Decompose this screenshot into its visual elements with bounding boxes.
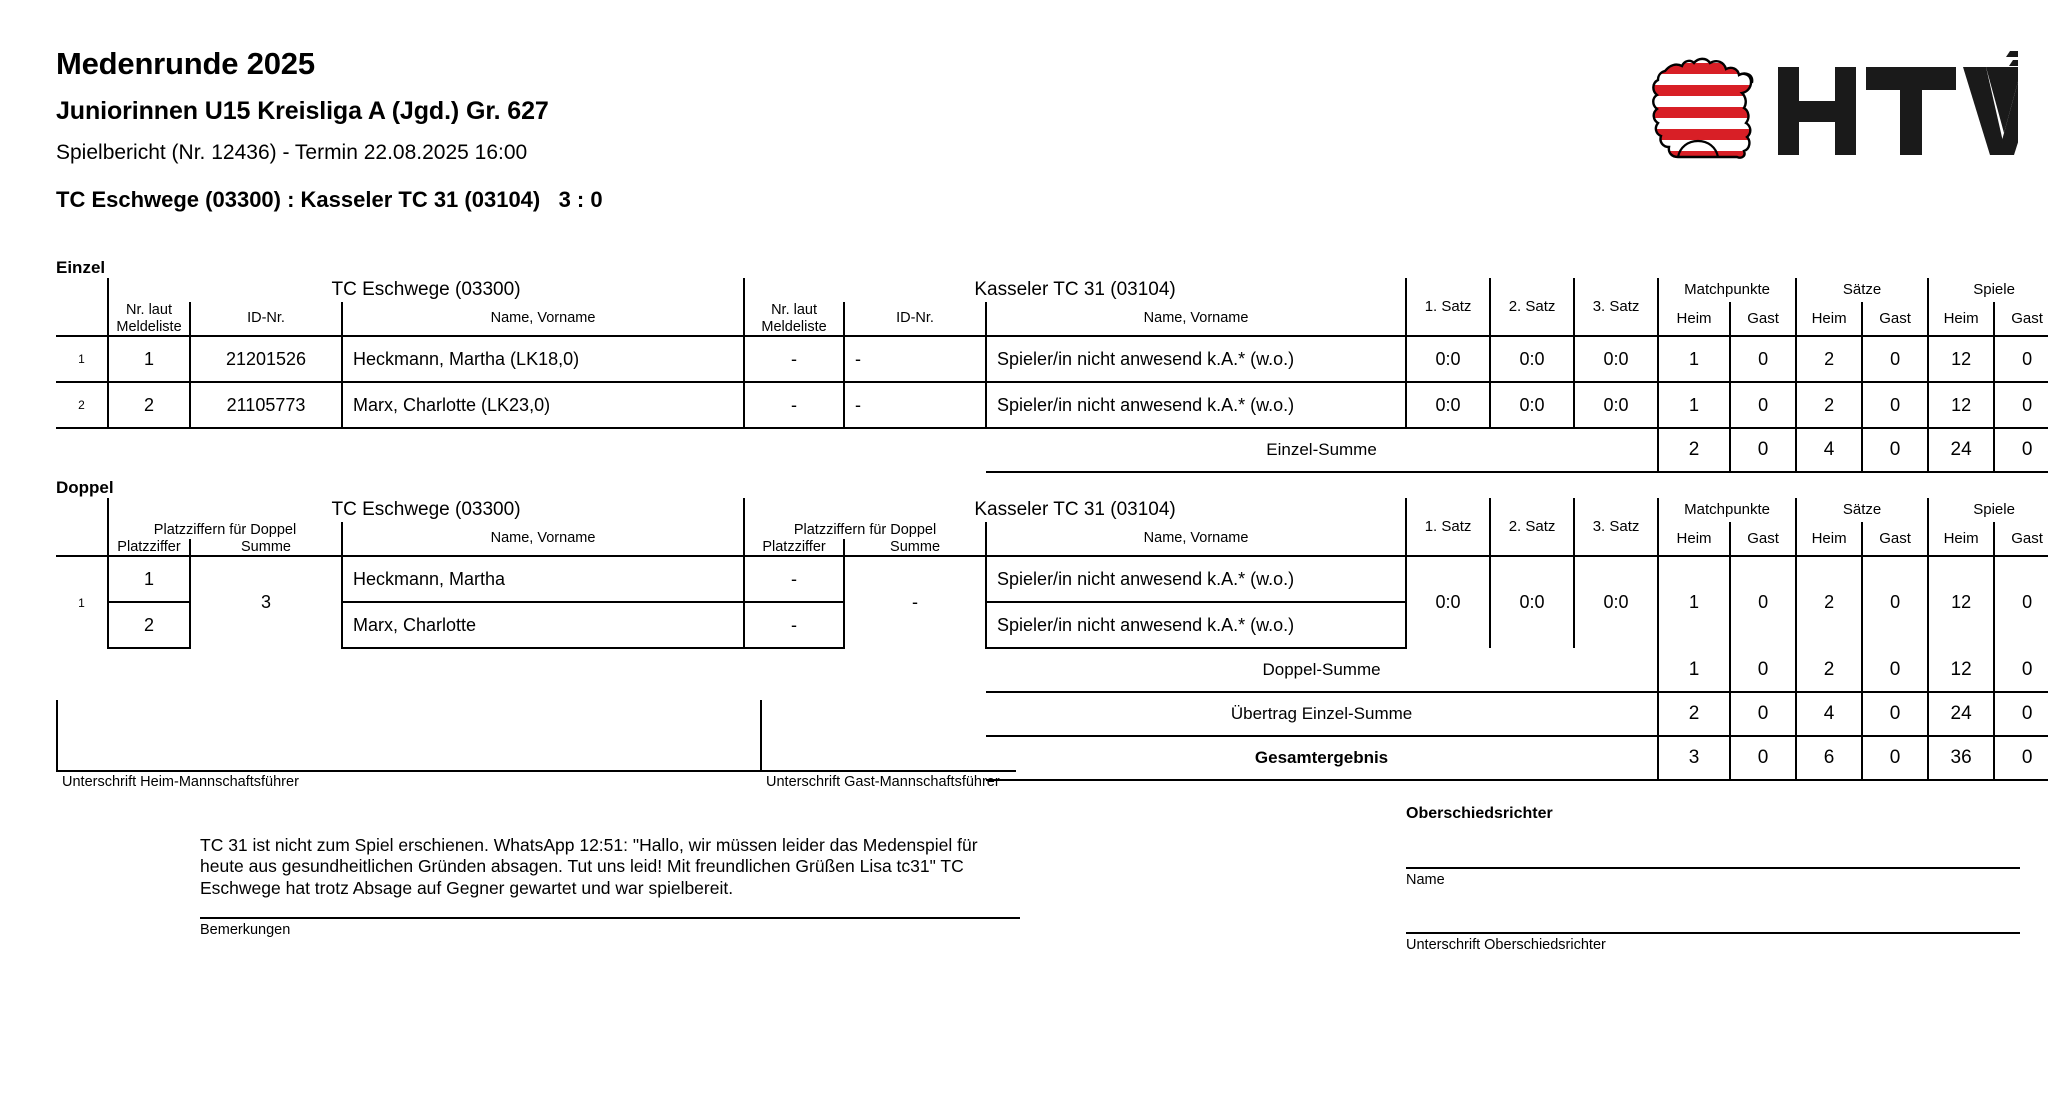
uebertrag-mp-heim: 2	[1658, 692, 1730, 736]
uebertrag-mp-gast: 0	[1730, 692, 1796, 736]
einzel-guest-club: Kasseler TC 31 (03104)	[744, 278, 1406, 302]
einzel-sp-heim: 12	[1928, 382, 1994, 428]
doppel-head-matchpunkte: Matchpunkte	[1658, 498, 1796, 522]
doppel-sa-gast: 0	[1862, 556, 1928, 648]
einzel-guest-id: -	[844, 382, 986, 428]
doppel-row-index: 1	[78, 595, 85, 610]
doppel-sa-heim: 2	[1796, 556, 1862, 648]
einzel-summe-sa-heim: 4	[1796, 428, 1862, 472]
einzel-head-mp-heim: Heim	[1658, 302, 1730, 336]
einzel-home-club: TC Eschwege (03300)	[108, 278, 744, 302]
uebertrag-sp-heim: 24	[1928, 692, 1994, 736]
einzel-head-mp-gast: Gast	[1730, 302, 1796, 336]
captain-signature-area	[56, 700, 1016, 805]
remarks-block	[200, 835, 1020, 938]
einzel-mp-gast: 0	[1730, 382, 1796, 428]
doppel-sp-gast: 0	[1994, 556, 2048, 648]
remarks-text: TC 31 ist nicht zum Spiel erschienen. WhatsApp 12:51: "Hallo, wir müssen leider das Medenspiel für heute aus gesundheitlichen Gründen absagen. Tut uns leid! Mit freundlichen Grüßen Lisa tc31" TC Eschwege hat trotz Absage auf Gegner gewartet und war spielbereit.	[200, 835, 983, 898]
einzel-home-name: Heckmann, Martha (LK18,0)	[342, 336, 744, 382]
spacer	[56, 648, 986, 692]
htv-logo	[1598, 40, 2018, 160]
doppel-head-sa-heim: Heim	[1796, 522, 1862, 556]
doppel-summary-row	[56, 648, 2048, 692]
einzel-satz3: 0:0	[1574, 382, 1658, 428]
einzel-head-sa-gast: Gast	[1862, 302, 1928, 336]
table-row	[56, 556, 2048, 602]
doppel-guest-club: Kasseler TC 31 (03104)	[744, 498, 1406, 522]
doppel-head-platzziffer-guest: Platzziffer	[744, 539, 844, 557]
spacer	[1406, 888, 2020, 932]
doppel-satz2: 0:0	[1490, 556, 1574, 648]
nr-laut-label-guest: Nr. laut	[771, 302, 817, 318]
doppel-guest-platzziffer-2: -	[744, 602, 844, 648]
doppel-summe-sp-heim: 12	[1928, 648, 1994, 692]
sig-baseline	[56, 770, 1016, 772]
doppel-head-mp-heim: Heim	[1658, 522, 1730, 556]
einzel-sp-gast: 0	[1994, 336, 2048, 382]
doppel-summe-mp-heim: 1	[1658, 648, 1730, 692]
spacer	[56, 539, 108, 557]
einzel-summe-sp-gast: 0	[1994, 428, 2048, 472]
einzel-head-spiele: Spiele	[1928, 278, 2048, 302]
doppel-mp-heim: 1	[1658, 556, 1730, 648]
einzel-head-sp-heim: Heim	[1928, 302, 1994, 336]
doppel-summe-sa-heim: 2	[1796, 648, 1862, 692]
doppel-head-platzziffern-home: Platzziffern für Doppel	[108, 522, 342, 539]
gesamt-sp-heim: 36	[1928, 736, 1994, 780]
doppel-summe-sa-gast: 0	[1862, 648, 1928, 692]
uebertrag-sa-gast: 0	[1862, 692, 1928, 736]
einzel-head-matchpunkte: Matchpunkte	[1658, 278, 1796, 302]
einzel-head-name-home: Name, Vorname	[342, 302, 744, 336]
doppel-head-name-guest: Name, Vorname	[986, 522, 1406, 556]
htv-lion-logo	[1618, 41, 2018, 159]
remarks-baseline	[200, 917, 1020, 919]
doppel-head-satz1: 1. Satz	[1406, 498, 1490, 556]
einzel-summary-row	[56, 428, 2048, 472]
doppel-guest-platzziffer-1: -	[744, 556, 844, 602]
doppel-summe-label: Doppel-Summe	[986, 648, 1658, 692]
einzel-mp-heim: 1	[1658, 336, 1730, 382]
spacer	[56, 522, 108, 539]
einzel-guest-id: -	[844, 336, 986, 382]
table-row	[56, 336, 2048, 382]
einzel-sp-heim: 12	[1928, 336, 1994, 382]
einzel-mp-gast: 0	[1730, 336, 1796, 382]
doppel-head-satz2: 2. Satz	[1490, 498, 1574, 556]
gesamt-mp-heim: 3	[1658, 736, 1730, 780]
referee-name-baseline	[1406, 867, 2020, 869]
doppel-head-name-home: Name, Vorname	[342, 522, 744, 556]
doppel-home-name-1: Heckmann, Martha	[342, 556, 744, 602]
doppel-satz1: 0:0	[1406, 556, 1490, 648]
remarks-caption: Bemerkungen	[200, 922, 291, 939]
einzel-head-id-nr-guest: ID-Nr.	[844, 302, 986, 336]
referee-name-caption: Name	[1406, 872, 1445, 888]
doppel-summe-sp-gast: 0	[1994, 648, 2048, 692]
uebertrag-sa-heim: 4	[1796, 692, 1862, 736]
spacer	[56, 498, 108, 522]
doppel-home-name-2: Marx, Charlotte	[342, 602, 744, 648]
einzel-home-id: 21105773	[190, 382, 342, 428]
einzel-sa-heim: 2	[1796, 382, 1862, 428]
einzel-guest-name: Spieler/in nicht anwesend k.A.* (w.o.)	[986, 336, 1406, 382]
einzel-head-satz1: 1. Satz	[1406, 278, 1490, 336]
einzel-head-satz3: 3. Satz	[1574, 278, 1658, 336]
einzel-colhead-row	[56, 302, 2048, 336]
einzel-guest-nr: -	[744, 336, 844, 382]
einzel-mp-heim: 1	[1658, 382, 1730, 428]
sig-divider-left	[56, 700, 58, 770]
doppel-sp-heim: 12	[1928, 556, 1994, 648]
einzel-sa-heim: 2	[1796, 336, 1862, 382]
htv-wordmark	[1778, 67, 2018, 155]
einzel-summe-mp-gast: 0	[1730, 428, 1796, 472]
gesamt-mp-gast: 0	[1730, 736, 1796, 780]
spacer	[56, 278, 108, 302]
doppel-head-platzziffern-guest: Platzziffern für Doppel	[744, 522, 986, 539]
einzel-head-satz2: 2. Satz	[1490, 278, 1574, 336]
einzel-summe-sp-heim: 24	[1928, 428, 1994, 472]
doppel-guest-name-2: Spieler/in nicht anwesend k.A.* (w.o.)	[986, 602, 1406, 648]
einzel-summe-label: Einzel-Summe	[986, 428, 1658, 472]
einzel-head-sa-heim: Heim	[1796, 302, 1862, 336]
doppel-head-saetze: Sätze	[1796, 498, 1928, 522]
einzel-head-nr-laut-guest	[744, 302, 844, 336]
doppel-head-sa-gast: Gast	[1862, 522, 1928, 556]
doppel-head-platzziffer-home: Platzziffer	[108, 539, 190, 557]
meldeliste-label-guest: Meldeliste	[761, 318, 827, 335]
doppel-head-summe-home: Summe	[190, 539, 342, 557]
einzel-head-nr-laut	[108, 302, 190, 336]
doppel-head-sp-heim: Heim	[1928, 522, 1994, 556]
einzel-sa-gast: 0	[1862, 382, 1928, 428]
einzel-row-index: 2	[56, 382, 108, 428]
spacer	[56, 428, 986, 472]
doppel-head-mp-gast: Gast	[1730, 522, 1796, 556]
doppel-club-row	[56, 498, 2048, 522]
einzel-satz1: 0:0	[1406, 382, 1490, 428]
nr-laut-label: Nr. laut	[126, 302, 172, 318]
doppel-home-platzziffer-1: 1	[108, 556, 190, 602]
einzel-sa-gast: 0	[1862, 336, 1928, 382]
einzel-satz3: 0:0	[1574, 336, 1658, 382]
doppel-mp-gast: 0	[1730, 556, 1796, 648]
doppel-guest-name-1: Spieler/in nicht anwesend k.A.* (w.o.)	[986, 556, 1406, 602]
einzel-head-id-nr: ID-Nr.	[190, 302, 342, 336]
doppel-head-summe-guest: Summe	[844, 539, 986, 557]
referee-signature-baseline	[1406, 932, 2020, 934]
referee-area	[1406, 805, 2020, 953]
doppel-satz3: 0:0	[1574, 556, 1658, 648]
einzel-satz1: 0:0	[1406, 336, 1490, 382]
doppel-head-spiele: Spiele	[1928, 498, 2048, 522]
doppel-section-label: Doppel	[56, 478, 114, 497]
uebertrag-sp-gast: 0	[1994, 692, 2048, 736]
doppel-home-platzziffer-2: 2	[108, 602, 190, 648]
einzel-head-sp-gast: Gast	[1994, 302, 2048, 336]
table-row	[56, 382, 2048, 428]
doppel-platzziffern-row	[56, 522, 2048, 539]
einzel-summe-mp-heim: 2	[1658, 428, 1730, 472]
einzel-table	[56, 278, 2048, 473]
guest-captain-signature-caption: Unterschrift Gast-Mannschaftsführer	[766, 774, 1000, 790]
competition-title: Medenrunde 2025	[56, 46, 315, 81]
einzel-summe-sa-gast: 0	[1862, 428, 1928, 472]
einzel-head-name-guest: Name, Vorname	[986, 302, 1406, 336]
einzel-home-name: Marx, Charlotte (LK23,0)	[342, 382, 744, 428]
einzel-head-saetze: Sätze	[1796, 278, 1928, 302]
match-result-line: TC Eschwege (03300) : Kasseler TC 31 (03104) 3 : 0	[56, 187, 603, 213]
einzel-guest-name: Spieler/in nicht anwesend k.A.* (w.o.)	[986, 382, 1406, 428]
gesamtergebnis-label: Gesamtergebnis	[986, 736, 1658, 780]
spacer	[56, 302, 108, 336]
uebertrag-label: Übertrag Einzel-Summe	[986, 692, 1658, 736]
gesamt-sa-heim: 6	[1796, 736, 1862, 780]
referee-title: Oberschiedsrichter	[1406, 805, 1553, 822]
einzel-club-row	[56, 278, 2048, 302]
einzel-row-index: 1	[56, 336, 108, 382]
einzel-guest-nr: -	[744, 382, 844, 428]
doppel-summe-mp-gast: 0	[1730, 648, 1796, 692]
gesamt-sp-gast: 0	[1994, 736, 2048, 780]
einzel-home-nr: 1	[108, 336, 190, 382]
einzel-home-nr: 2	[108, 382, 190, 428]
home-captain-signature-caption: Unterschrift Heim-Mannschaftsführer	[62, 774, 299, 790]
einzel-sp-gast: 0	[1994, 382, 2048, 428]
document-header	[56, 46, 1556, 214]
meldeliste-label: Meldeliste	[116, 318, 182, 335]
sig-divider-middle	[760, 700, 762, 770]
doppel-head-satz3: 3. Satz	[1574, 498, 1658, 556]
doppel-home-club: TC Eschwege (03300)	[108, 498, 744, 522]
einzel-home-id: 21201526	[190, 336, 342, 382]
gesamt-sa-gast: 0	[1862, 736, 1928, 780]
einzel-satz2: 0:0	[1490, 336, 1574, 382]
league-title: Juniorinnen U15 Kreisliga A (Jgd.) Gr. 627	[56, 96, 549, 125]
report-info: Spielbericht (Nr. 12436) - Termin 22.08.2025 16:00	[56, 141, 528, 165]
doppel-home-summe: 3	[190, 556, 342, 648]
doppel-head-sp-gast: Gast	[1994, 522, 2048, 556]
referee-signature-caption: Unterschrift Oberschiedsrichter	[1406, 937, 1606, 953]
doppel-guest-summe: -	[844, 556, 986, 648]
einzel-satz2: 0:0	[1490, 382, 1574, 428]
einzel-section-label: Einzel	[56, 258, 106, 277]
